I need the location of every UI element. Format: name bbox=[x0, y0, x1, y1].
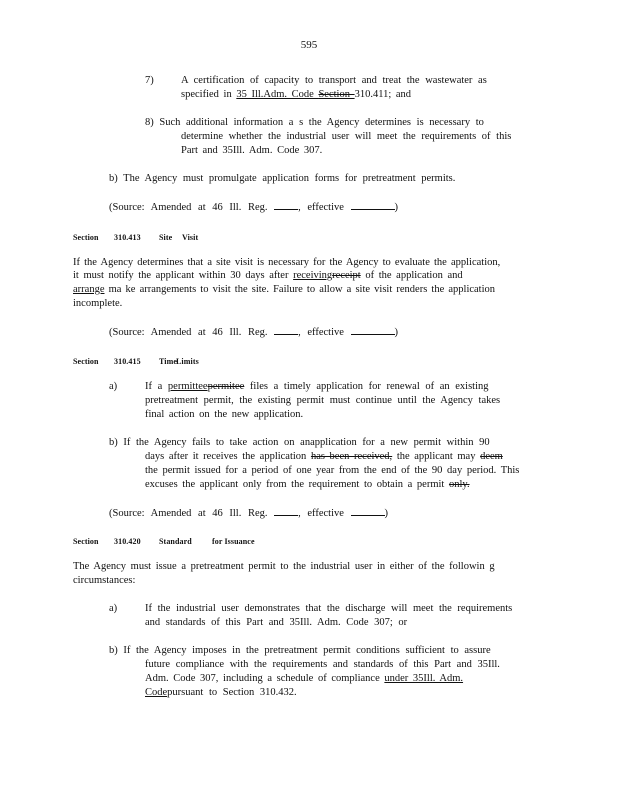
time-limits-b-line-3: the permit issued for a period of one year from the end of the 90 day period. This bbox=[145, 465, 520, 476]
site-visit-line-2: it must notify the applicant within 30 days after receivingreceipt of the application and bbox=[73, 270, 463, 281]
item-7-line-1: A certification of capacity to transport and treat the wastewater as bbox=[181, 75, 487, 86]
source-note-1: (Source: Amended at 46 Ill. Reg. , effective ) bbox=[109, 202, 399, 213]
item-7-inserted-citation: 35 Ill.Adm. Code bbox=[236, 89, 319, 100]
section-heading-310-420: Section 310.420 Standard for Issuance bbox=[73, 537, 255, 546]
item-7-label: 7) bbox=[145, 75, 154, 86]
section-heading-310-413: Section 310.413 Site Visit bbox=[73, 233, 199, 242]
section-heading-310-415: Section 310.415 TimeLimits bbox=[73, 357, 199, 366]
issuance-b-line-3: Adm. Code 307, including a schedule of compliance under 35Ill. Adm. bbox=[145, 673, 464, 684]
site-visit-line-1: If the Agency determines that a site visit is necessary for the Agency to evaluate the application, bbox=[73, 257, 501, 268]
issuance-a-label: a) bbox=[109, 603, 118, 614]
issuance-b-line-1: b) If the Agency imposes in the pretreatment permit conditions sufficient to assure bbox=[109, 645, 491, 656]
issuance-a-line-2: and standards of this Part and 35Ill. Adm. Code 307; or bbox=[145, 617, 408, 628]
issuance-line-1: The Agency must issue a pretreatment permit to the industrial user in either of the followin g bbox=[73, 561, 495, 572]
item-8-line-1: 8) Such additional information a s the Agency determines is necessary to bbox=[145, 117, 484, 128]
paragraph-b-forms: b) The Agency must promulgate application forms for pretreatment permits. bbox=[109, 173, 456, 184]
time-limits-b-line-2: days after it receives the application has been received, the applicant may deem bbox=[145, 451, 503, 462]
issuance-line-2: circumstances: bbox=[73, 575, 136, 586]
source-note-3: (Source: Amended at 46 Ill. Reg. , effective ) bbox=[109, 508, 389, 519]
page-number: 595 bbox=[300, 39, 318, 51]
site-visit-line-4: incomplete. bbox=[73, 298, 123, 309]
item-8-line-2: determine whether the industrial user will meet the requirements of this bbox=[181, 131, 512, 142]
item-7-deleted-section: Section bbox=[318, 89, 355, 100]
time-limits-a-label: a) bbox=[109, 381, 118, 392]
item-8-line-3: Part and 35Ill. Adm. Code 307. bbox=[181, 145, 323, 156]
time-limits-a-line-2: pretreatment permit, the existing permit must continue until the Agency takes bbox=[145, 395, 501, 406]
time-limits-b-line-4: excuses the applicant only from the requirement to obtain a permit only. bbox=[145, 479, 470, 490]
issuance-b-line-2: future compliance with the requirements and standards of this Part and 35Ill. bbox=[145, 659, 500, 670]
source-note-2: (Source: Amended at 46 Ill. Reg. , effective ) bbox=[109, 327, 399, 338]
issuance-a-line-1: If the industrial user demonstrates that the discharge will meet the requirements bbox=[145, 603, 513, 614]
item-7-line-2: specified in 35 Ill.Adm. Code Section 310.411; and bbox=[181, 89, 412, 100]
time-limits-a-line-3: final action on the new application. bbox=[145, 409, 304, 420]
site-visit-line-3: arrange ma ke arrangements to visit the site. Failure to allow a site visit renders the application bbox=[73, 284, 496, 295]
issuance-b-line-4: Codepursuant to Section 310.432. bbox=[145, 687, 297, 698]
time-limits-a-line-1: If a permitteepermitee files a timely application for renewal of an existing bbox=[145, 381, 489, 392]
time-limits-b-line-1: b) If the Agency fails to take action on anapplication for a new permit within 90 bbox=[109, 437, 490, 448]
